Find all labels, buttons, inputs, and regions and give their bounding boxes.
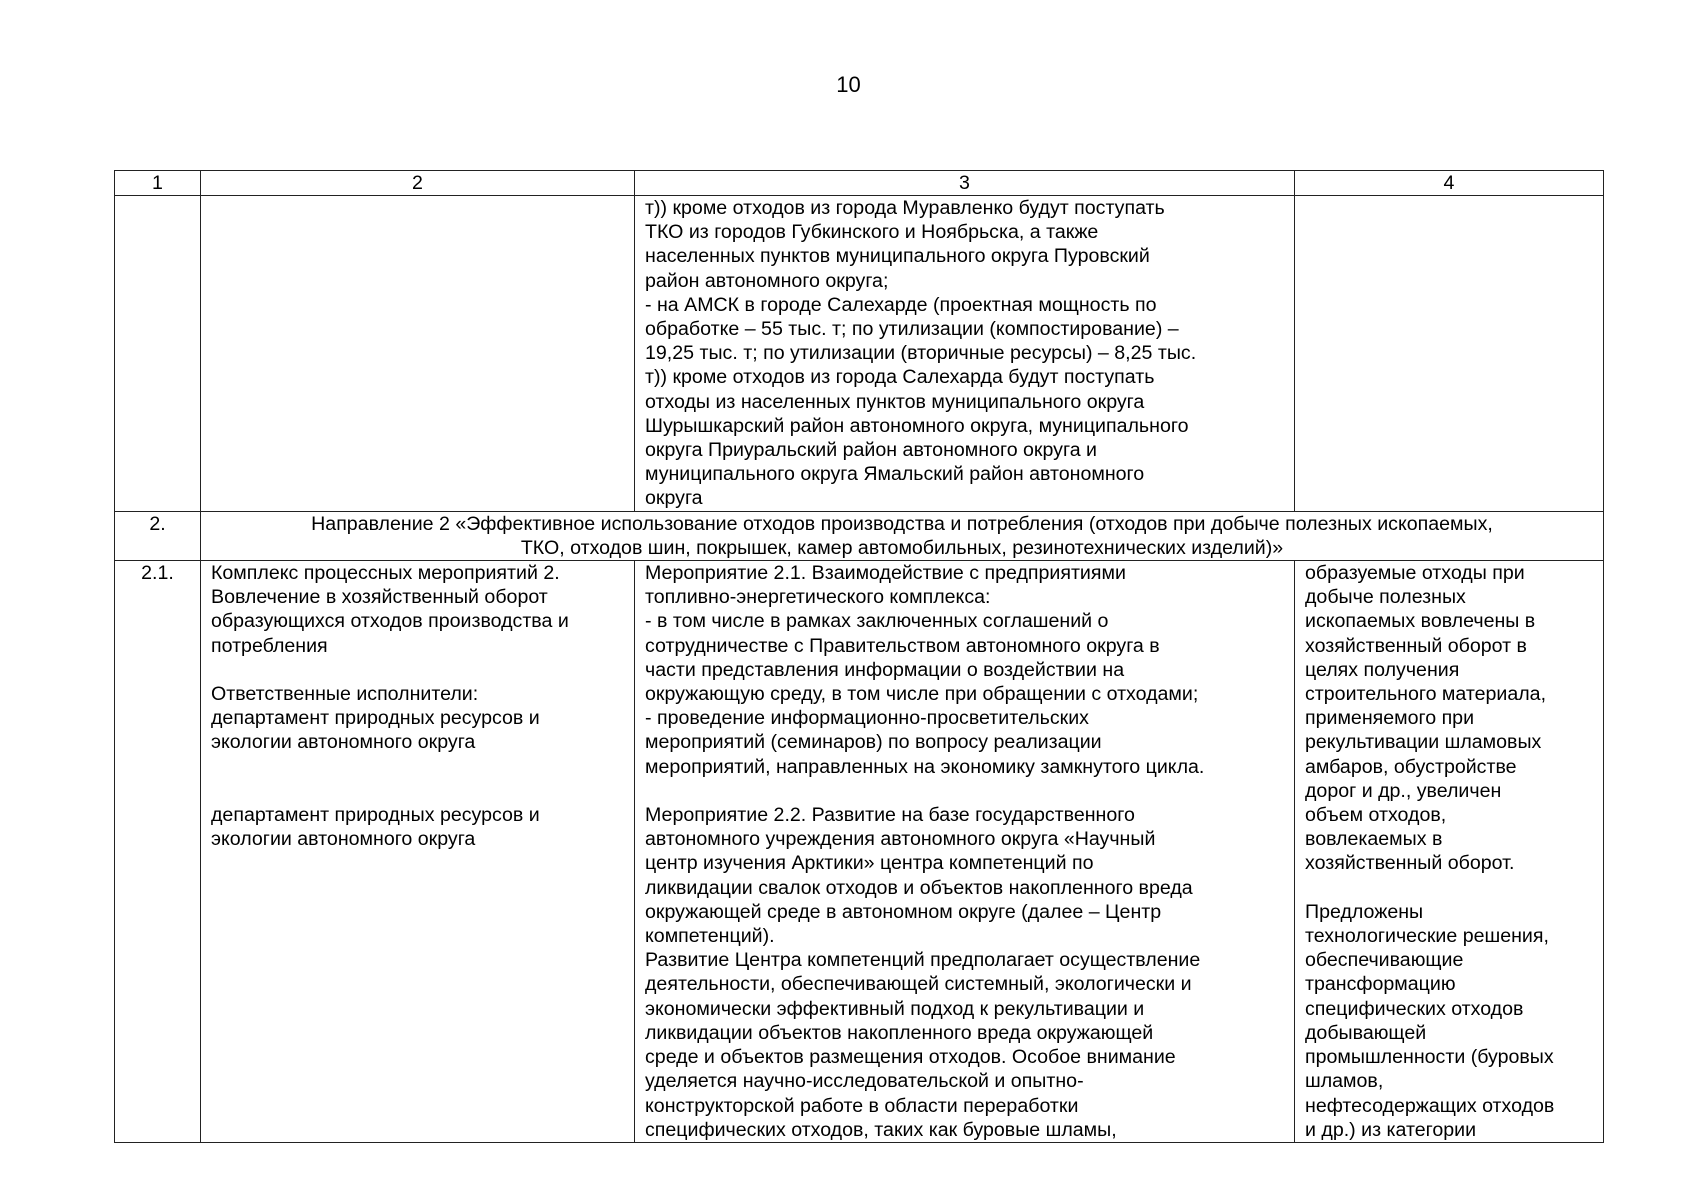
continuation-col-1 bbox=[115, 196, 201, 512]
responsible-executor-2: департамент природных ресурсов и экологии автономного округа bbox=[211, 804, 540, 851]
header-col-4: 4 bbox=[1295, 171, 1604, 196]
header-col-3: 3 bbox=[635, 171, 1295, 196]
direction-cell bbox=[201, 511, 1604, 560]
row-2-1-results-cell bbox=[1295, 561, 1604, 1143]
direction-title: Направление 2 «Эффективное использование отходов производства и потребления (отходов при добыче полезных ископаемых, ТКО, отходов шин, покрышек, камер автомобильных, резинотехнических изделий)» bbox=[311, 512, 1493, 559]
header-col-1: 1 bbox=[115, 171, 201, 196]
continuation-col-3 bbox=[635, 196, 1295, 512]
continuation-col-2 bbox=[201, 196, 635, 512]
measure-2-1: Мероприятие 2.1. Взаимодействие с предприятиями топливно-энергетического комплекса: - в том числе в рамках заключенных соглашений о сотрудничестве с Правительством автономного округа в части представления информации о воздействии на окружающую среду, в том числе при обращении с отходами; - проведение информационно-просветительских мероприятий (семинаров) по вопросу реализации мероприятий, направленных на экономику замкнутого цикла. bbox=[645, 562, 1205, 778]
activities-table bbox=[114, 170, 1604, 1143]
table-header-row bbox=[115, 171, 1604, 196]
row-2-1-measures-cell bbox=[635, 561, 1295, 1143]
table-row-continuation bbox=[115, 196, 1604, 512]
continuation-col-4 bbox=[1295, 196, 1604, 512]
table-row-2-1 bbox=[115, 561, 1604, 1143]
row-2-1-complex-cell bbox=[201, 561, 635, 1143]
table-row-direction-2 bbox=[115, 511, 1604, 560]
continuation-text: т)) кроме отходов из города Муравленко будут поступать ТКО из городов Губкинского и Ноябрьска, а также населенных пунктов муниципального округа Пуровский район автономного округа; - на АМСК в городе Салехарде (проектная мощность по обработке – 55 тыс. т; по утилизации (компостирование) – 19,25 тыс. т; по утилизации (вторичные ресурсы) – 8,25 тыс. т)) кроме отходов из города Салехарда будут поступать отходы из населенных пунктов муниципального округа Шурышкарский район автономного округа, муниципального округа Приуральский район автономного округа и муниципального округа Ямальский район автономного округа bbox=[645, 197, 1197, 510]
result-1: образуемые отходы при добыче полезных ископаемых вовлечены в хозяйственный оборот в целях получения строительного материала, применяемого при рекультивации шламовых амбаров, обустройстве дорог и др., увеличен объем отходов, вовлекаемых в хозяйственный оборот. bbox=[1305, 562, 1547, 875]
result-2: Предложены технологические решения, обеспечивающие трансформацию специфических отходов добывающей промышленности (буровых шламов, нефтесодержащих отходов и др.) из категории bbox=[1305, 900, 1555, 1141]
page-number: 10 bbox=[836, 72, 861, 97]
responsible-label: Ответственные исполнители: bbox=[211, 683, 479, 706]
header-col-2: 2 bbox=[201, 171, 635, 196]
complex-title: Комплекс процессных мероприятий 2. Вовлечение в хозяйственный оборот образующихся отходов производства и потребления bbox=[211, 562, 569, 657]
measure-2-2: Мероприятие 2.2. Развитие на базе государственного автономного учреждения автономного округа «Научный центр изучения Арктики» центра компетенций по ликвидации свалок отходов и объектов накопленного вреда окружающей среде в автономном округе (далее – Центр компетенций). Развитие Центра компетенций предполагает осуществление деятельности, обеспечивающей системный, экологически и экономически эффективный подход к рекультивации и ликвидации объектов накопленного вреда окружающей среде и объектов размещения отходов. Особое внимание уделяется научно-исследовательской и опытно- конструкторской работе в области переработки специфических отходов, таких как буровые шламы, bbox=[645, 804, 1201, 1141]
direction-number: 2. bbox=[115, 511, 201, 560]
row-2-1-number: 2.1. bbox=[115, 561, 201, 1143]
responsible-executor-1: департамент природных ресурсов и экологии автономного округа bbox=[211, 707, 540, 754]
